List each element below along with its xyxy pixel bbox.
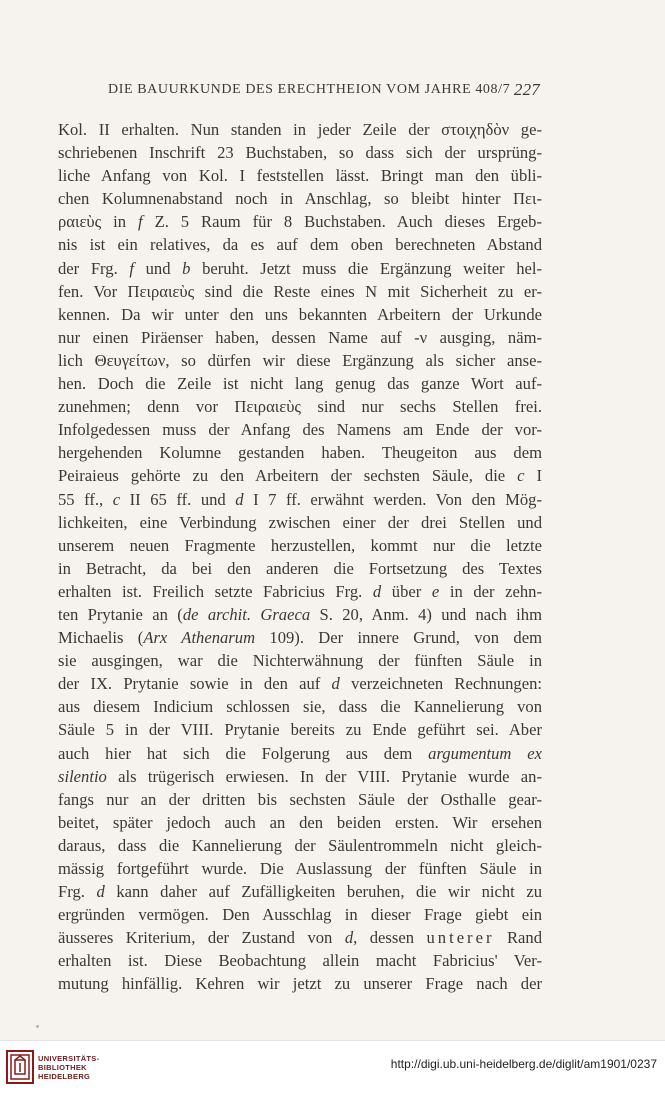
text-segment: d <box>372 581 382 601</box>
text-segment: in Betracht, da bei den anderen die Fortsetzung des Textes <box>58 558 542 578</box>
text-segment: ραιεὺς in <box>58 212 138 232</box>
library-name-line: BIBLIOTHEK <box>38 1063 87 1072</box>
text-line <box>58 626 542 649</box>
text-line <box>58 603 542 626</box>
text-segment: ten Prytanie an ( <box>58 604 183 624</box>
text-line <box>58 418 542 441</box>
text-segment: sie ausgingen, war die Nichterwähnung der fünften Säule in <box>58 651 542 671</box>
text-line <box>58 742 542 765</box>
text-line <box>58 649 542 672</box>
text-segment: Peiraieus gehörte zu den Arbeitern der sechsten Säule, die <box>58 466 518 486</box>
text-segment: über <box>381 581 432 601</box>
text-segment: lichkeiten, eine Verbindung zwischen einer der drei Stellen und <box>58 512 542 532</box>
text-segment: chen Kolumnenabstand noch in Anschlag, so bleibt hinter Πει- <box>58 189 542 209</box>
text-line <box>58 903 542 926</box>
text-segment: I <box>524 466 542 486</box>
text-line <box>58 765 542 788</box>
text-line <box>58 788 542 811</box>
document-url-link[interactable]: http://digi.ub.uni-heidelberg.de/diglit/am1901/0237 <box>390 1057 657 1071</box>
text-segment: als trügerisch erwiesen. In der VIII. Prytanie wurde an- <box>106 766 542 786</box>
text-line <box>58 164 542 187</box>
text-segment: nur einen Piräenser haben, dessen Name auf -ν ausging, näm- <box>58 327 542 347</box>
viewer-footer <box>0 1040 665 1094</box>
text-line <box>58 834 542 857</box>
library-name-line: UNIVERSITÄTS- <box>38 1054 100 1063</box>
text-line <box>58 118 542 141</box>
text-line <box>58 326 542 349</box>
text-segment: f <box>129 258 134 278</box>
text-segment: d <box>96 882 105 902</box>
text-segment: erhalten ist. Diese Beobachtung allein macht Fabricius' Ver- <box>58 951 542 971</box>
text-segment: silentio <box>58 766 107 786</box>
text-segment: argumentum ex <box>428 743 542 763</box>
text-segment: e <box>431 581 440 601</box>
text-line <box>58 303 542 326</box>
text-line <box>58 464 542 487</box>
text-segment: c <box>517 466 525 486</box>
text-segment: lich Θευγείτων, so dürfen wir diese Ergänzung als sicher anse- <box>58 350 542 370</box>
text-segment: der Frg. <box>58 258 130 278</box>
text-segment: kennen. Da wir unter den uns bekannten Arbeitern der Urkunde <box>58 304 542 324</box>
text-segment: f <box>138 212 143 232</box>
text-segment: Arx Athenarum <box>143 628 256 648</box>
text-segment: Michaelis ( <box>58 628 144 648</box>
text-segment: liche Anfang von Kol. I feststellen lässt. Bringt man den übli- <box>58 166 542 186</box>
text-segment: in der zehn- <box>439 581 542 601</box>
text-segment: erhalten ist. Freilich setzte Fabricius Frg. <box>58 581 373 601</box>
text-segment: mutung hinfällig. Kehren wir jetzt zu unserer Frage nach der <box>58 974 542 994</box>
text-segment: nis ist ein relatives, da es auf dem oben berechneten Abstand <box>58 235 542 255</box>
text-segment: unterer <box>426 928 495 948</box>
text-line <box>58 372 542 395</box>
text-segment: d <box>331 674 340 694</box>
text-line <box>58 280 542 303</box>
scan-speck <box>36 1025 39 1028</box>
body-text <box>58 118 542 996</box>
text-segment: Säule 5 in der VIII. Prytanie bereits zu Ende geführt sei. Aber <box>58 720 542 740</box>
text-segment: II 65 ff. und <box>120 489 236 509</box>
text-line <box>58 441 542 464</box>
text-line <box>58 488 542 511</box>
library-name[interactable] <box>38 1054 99 1081</box>
text-segment: d <box>344 928 354 948</box>
text-line <box>58 718 542 741</box>
text-segment: der IX. Prytanie sowie in den auf <box>58 674 332 694</box>
text-line <box>58 233 542 256</box>
text-line <box>58 187 542 210</box>
text-line <box>58 672 542 695</box>
text-segment: kann daher auf Zufälligkeiten beruhen, die wir nicht zu <box>104 882 542 902</box>
text-segment: äusseres Kriterium, der Zustand von <box>58 928 345 948</box>
text-line <box>58 257 542 280</box>
text-line <box>58 557 542 580</box>
text-line <box>58 972 542 995</box>
text-segment: I 7 ff. erwähnt werden. Von den Mög- <box>243 489 542 509</box>
text-segment: beitet, später jedoch auch an den beiden ersten. Wir ersehen <box>58 812 542 832</box>
text-segment: beruht. Jetzt muss die Ergänzung weiter hel- <box>190 258 542 278</box>
library-name-line: HEIDELBERG <box>38 1072 91 1081</box>
text-segment: fen. Vor Πειραιεὺς sind die Reste eines N mit Sicherheit zu er- <box>58 281 542 301</box>
text-segment: mässig fortgeführt wurde. Die Auslassung der fünften Säule in <box>58 859 542 878</box>
text-segment: verzeichneten Rechnungen: <box>339 674 542 694</box>
text-line <box>58 811 542 834</box>
text-line <box>58 534 542 557</box>
text-segment: de archit. Graeca <box>182 604 311 624</box>
running-title: DIE BAUURKUNDE DES ERECHTHEION VOM JAHRE 408/7 <box>108 82 511 97</box>
text-line <box>58 926 542 949</box>
text-segment: Frg. <box>58 882 97 902</box>
text-segment: ergründen vermögen. Den Ausschlag in dieser Frage giebt ein <box>58 905 542 925</box>
text-segment: hen. Doch die Zeile ist nicht lang genug das ganze Wort auf- <box>58 374 542 394</box>
text-line <box>58 511 542 534</box>
text-segment: und <box>133 258 183 278</box>
text-line <box>58 141 542 164</box>
running-header <box>108 82 540 104</box>
text-segment: aus diesem Indicium schlossen sie, dass die Kannelierung von <box>58 697 542 717</box>
text-segment: d <box>235 489 244 509</box>
text-segment: Kol. II erhalten. Nun standen in jeder Zeile der στοιχηδὸν ge- <box>58 120 542 139</box>
text-segment: fangs nur an der dritten bis sechsten Säule der Osthalle gear- <box>58 789 542 809</box>
text-line <box>58 349 542 372</box>
text-segment: schriebenen Inschrift 23 Buchstaben, so dass sich der ursprüng- <box>58 143 542 163</box>
text-segment: S. 20, Anm. 4) und nach ihm <box>310 604 542 624</box>
text-segment: auch hier hat sich die Folgerung aus dem <box>58 743 429 763</box>
page-number: 227 <box>513 80 540 99</box>
text-line <box>58 949 542 972</box>
text-segment: unserem neuen Fragmente herzustellen, kommt nur die letzte <box>58 535 542 555</box>
text-segment: Z. 5 Raum für 8 Buchstaben. Auch dieses Ergeb- <box>142 212 542 232</box>
text-segment: b <box>182 258 191 278</box>
text-line <box>58 210 542 233</box>
text-segment: c <box>112 489 121 509</box>
text-segment: 109). Der innere Grund, von dem <box>255 628 542 648</box>
text-line <box>58 880 542 903</box>
text-segment: hergehenden Kolumne gestanden haben. Theugeiton aus dem <box>58 443 542 463</box>
text-segment: daraus, dass die Kannelierung der Säulentrommeln nicht gleich- <box>58 835 542 855</box>
text-line <box>58 857 542 880</box>
text-segment: Infolgedessen muss der Anfang des Namens am Ende der vor- <box>58 420 542 440</box>
library-seal-icon[interactable] <box>6 1050 34 1084</box>
text-segment: zunehmen; denn vor Πειραιεὺς sind nur sechs Stellen frei. <box>58 397 542 417</box>
text-line <box>58 695 542 718</box>
text-line <box>58 580 542 603</box>
text-segment: , dessen <box>353 928 427 948</box>
text-line <box>58 395 542 418</box>
text-segment: 55 ff., <box>58 489 113 509</box>
text-segment: Rand <box>494 928 542 948</box>
